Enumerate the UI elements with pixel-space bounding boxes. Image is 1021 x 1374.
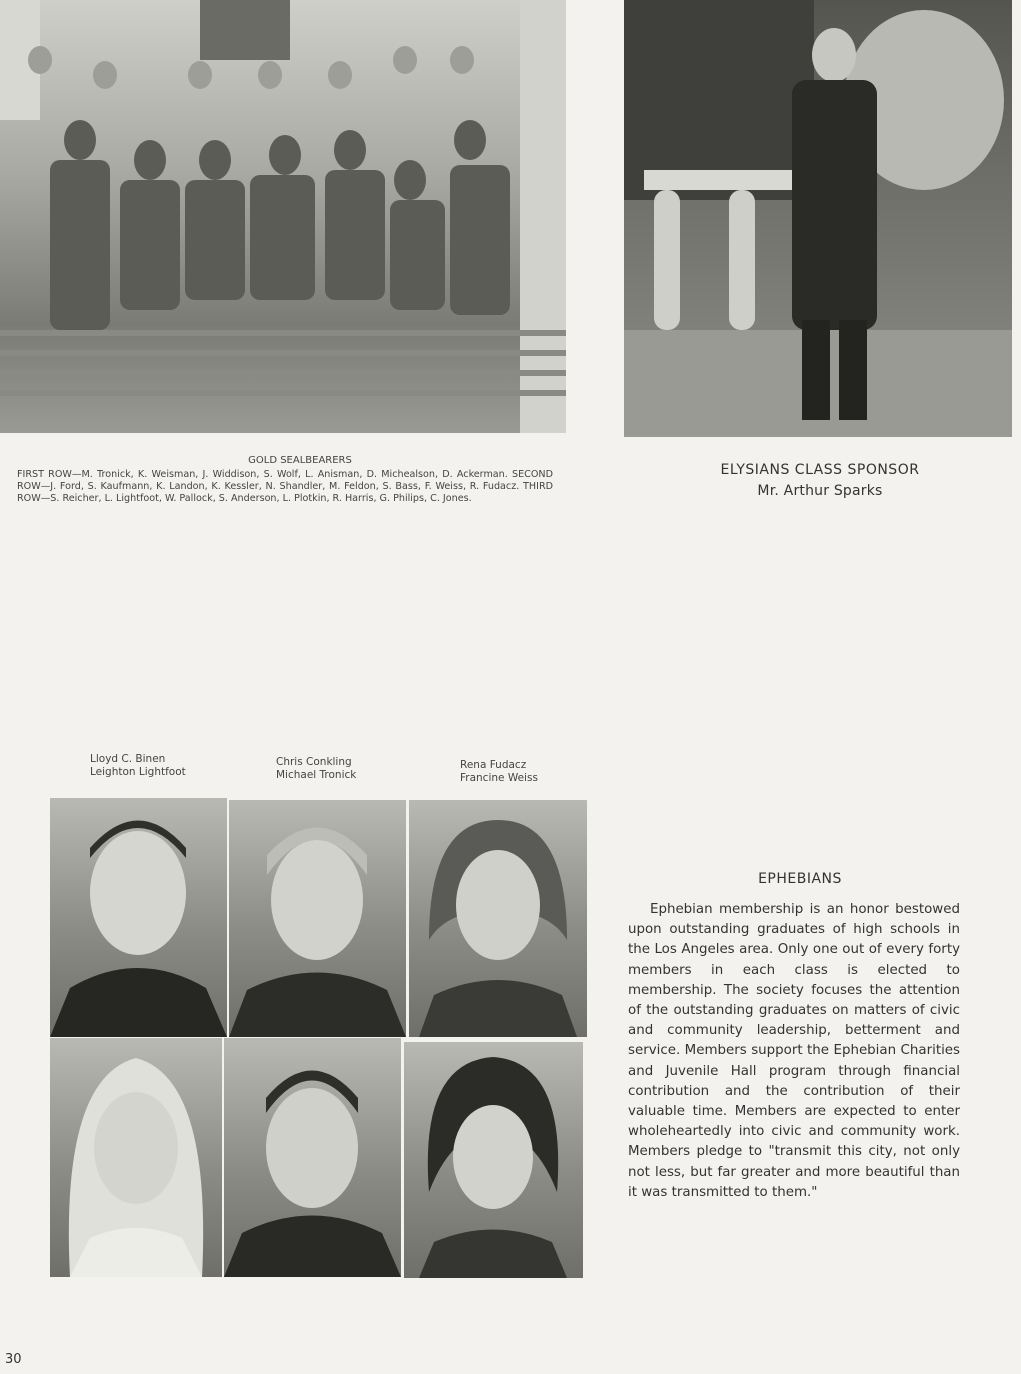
sponsor-title: ELYSIANS CLASS SPONSOR [720, 462, 920, 478]
portrait-caption-col-3 [460, 759, 538, 785]
portrait-name: Chris Conkling [276, 756, 352, 768]
portrait-name: Lloyd C. Binen [90, 753, 166, 765]
portrait-caption-col-2 [276, 756, 356, 782]
sealbearers-title: GOLD SEALBEARERS [248, 455, 352, 466]
ephebians-title: EPHEBIANS [758, 871, 842, 887]
sponsor-photo [624, 0, 1012, 437]
portrait-photo [404, 1042, 583, 1278]
page-number: 30 [5, 1352, 22, 1367]
sealbearers-rows: FIRST ROW—M. Tronick, K. Weisman, J. Widdison, S. Wolf, L. Anisman, D. Michealson, D. Ackerman. SECOND ROW—J. Ford, S. Kaufmann, K. Landon, K. Kessler, N. Shandler, M. Feldon, S. Bass, F. Weiss, R. Fudacz. THIRD ROW—S. Reicher, L. Lightfoot, W. Pallock, S. Anderson, L. Plotkin, R. Harris, G. Philips, C. Jones. [17, 469, 553, 505]
portrait-name: Francine Weiss [460, 772, 538, 784]
portrait-name: Rena Fudacz [460, 759, 527, 771]
portrait-name: Leighton Lightfoot [90, 766, 186, 778]
portrait-photo [50, 1038, 222, 1277]
portrait-photo [409, 800, 587, 1037]
portrait-photo [229, 800, 406, 1037]
group-photo-sealbearers [0, 0, 566, 433]
sponsor-name: Mr. Arthur Sparks [757, 483, 883, 499]
ephebians-body [628, 900, 960, 1203]
portrait-caption-col-1 [90, 753, 186, 779]
portrait-photo [224, 1038, 401, 1277]
portrait-photo [50, 798, 227, 1037]
ephebians-paragraph: Ephebian membership is an honor bestowed upon outstanding graduates of high schools in the Los Angeles area. Only one out of every forty members in each class is elected to membership. The society focuses the attention of the outstanding graduates on matters of civic and community leadership, betterment and service. Members support the Ephebian Charities and Juvenile Hall program through financial contribution and the contribution of their valuable time. Members are expected to enter wholeheartedly into civic and community work. Members pledge to "transmit this city, not only not less, but far greater and more beautiful than it was transmitted to them." [628, 902, 960, 1200]
portrait-name: Michael Tronick [276, 769, 357, 781]
